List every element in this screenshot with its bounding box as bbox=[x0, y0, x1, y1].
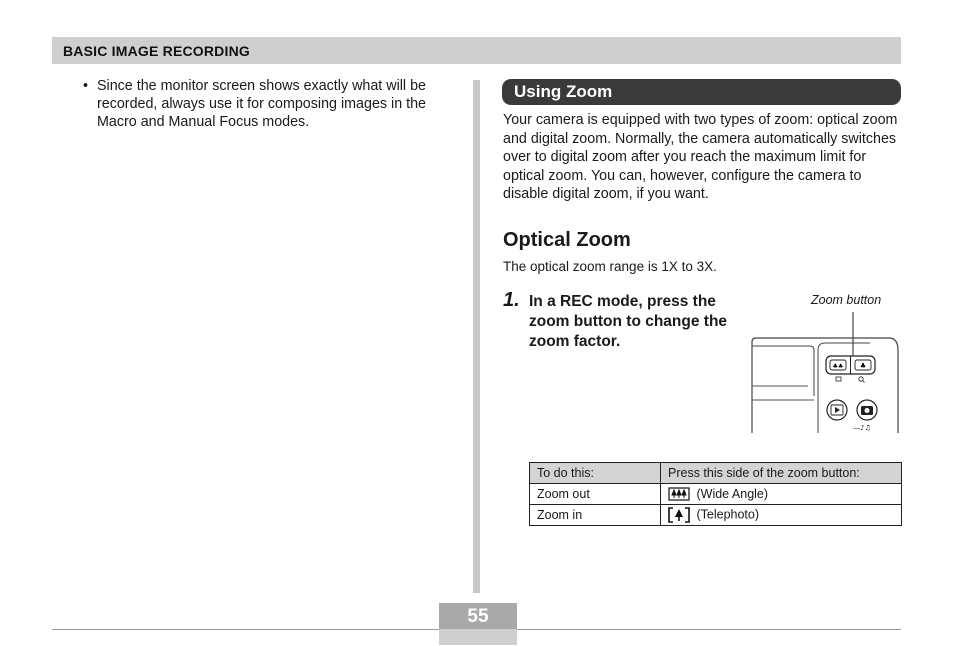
zoom-range-text: The optical zoom range is 1X to 3X. bbox=[503, 259, 717, 274]
zoom-button-caption: Zoom button bbox=[811, 293, 882, 307]
svg-text:♣♣: ♣♣ bbox=[832, 363, 844, 370]
bullet-marker: • bbox=[83, 78, 89, 94]
monitor-screen-edge bbox=[752, 346, 814, 396]
chapter-title: BASIC IMAGE RECORDING bbox=[63, 43, 250, 59]
table-cell-button-side bbox=[661, 505, 902, 526]
page-number: 55 bbox=[467, 606, 489, 627]
optical-zoom-heading: Optical Zoom bbox=[503, 229, 631, 251]
page-number-box bbox=[439, 603, 517, 645]
step-instruction: In a REC mode, press the zoom button to change the zoom factor. bbox=[529, 293, 728, 350]
svg-text:♣: ♣ bbox=[859, 362, 867, 370]
table-row bbox=[530, 484, 902, 505]
table-row bbox=[530, 505, 902, 526]
column-divider bbox=[473, 80, 480, 593]
table-cell-button-side bbox=[661, 484, 902, 505]
camera-back-illustration bbox=[750, 308, 902, 436]
section-title: Using Zoom bbox=[514, 82, 613, 101]
section-title-bar bbox=[502, 79, 901, 105]
header-bar bbox=[52, 37, 901, 64]
left-column bbox=[80, 77, 455, 131]
svg-text:—♪♫: —♪♫ bbox=[853, 424, 871, 432]
bullet-text: Since the monitor screen shows exactly what will be recorded, always use it for composing images in the Macro and Manual Focus modes. bbox=[97, 78, 426, 130]
table-header-row bbox=[530, 463, 902, 484]
table-header-button-side: Press this side of the zoom button: bbox=[661, 463, 902, 484]
step-number: 1. bbox=[503, 289, 520, 311]
table-header-action: To do this: bbox=[530, 463, 661, 484]
wide-angle-icon bbox=[668, 487, 690, 501]
telephoto-icon bbox=[668, 507, 690, 523]
zoom-table bbox=[529, 462, 902, 526]
telephoto-label: (Telephoto) bbox=[696, 507, 760, 522]
table-cell-action: Zoom out bbox=[530, 484, 661, 505]
table-cell-action: Zoom in bbox=[530, 505, 661, 526]
intro-paragraph: Your camera is equipped with two types of zoom: optical zoom and digital zoom. Normally, the camera automatically switches over to digital zoom after you reach the maximum limit for optical zoom. You can, however, configure the camera to disable digital zoom, if you want. bbox=[503, 112, 898, 202]
wide-angle-label: (Wide Angle) bbox=[696, 486, 769, 501]
bullet-item bbox=[80, 77, 455, 131]
